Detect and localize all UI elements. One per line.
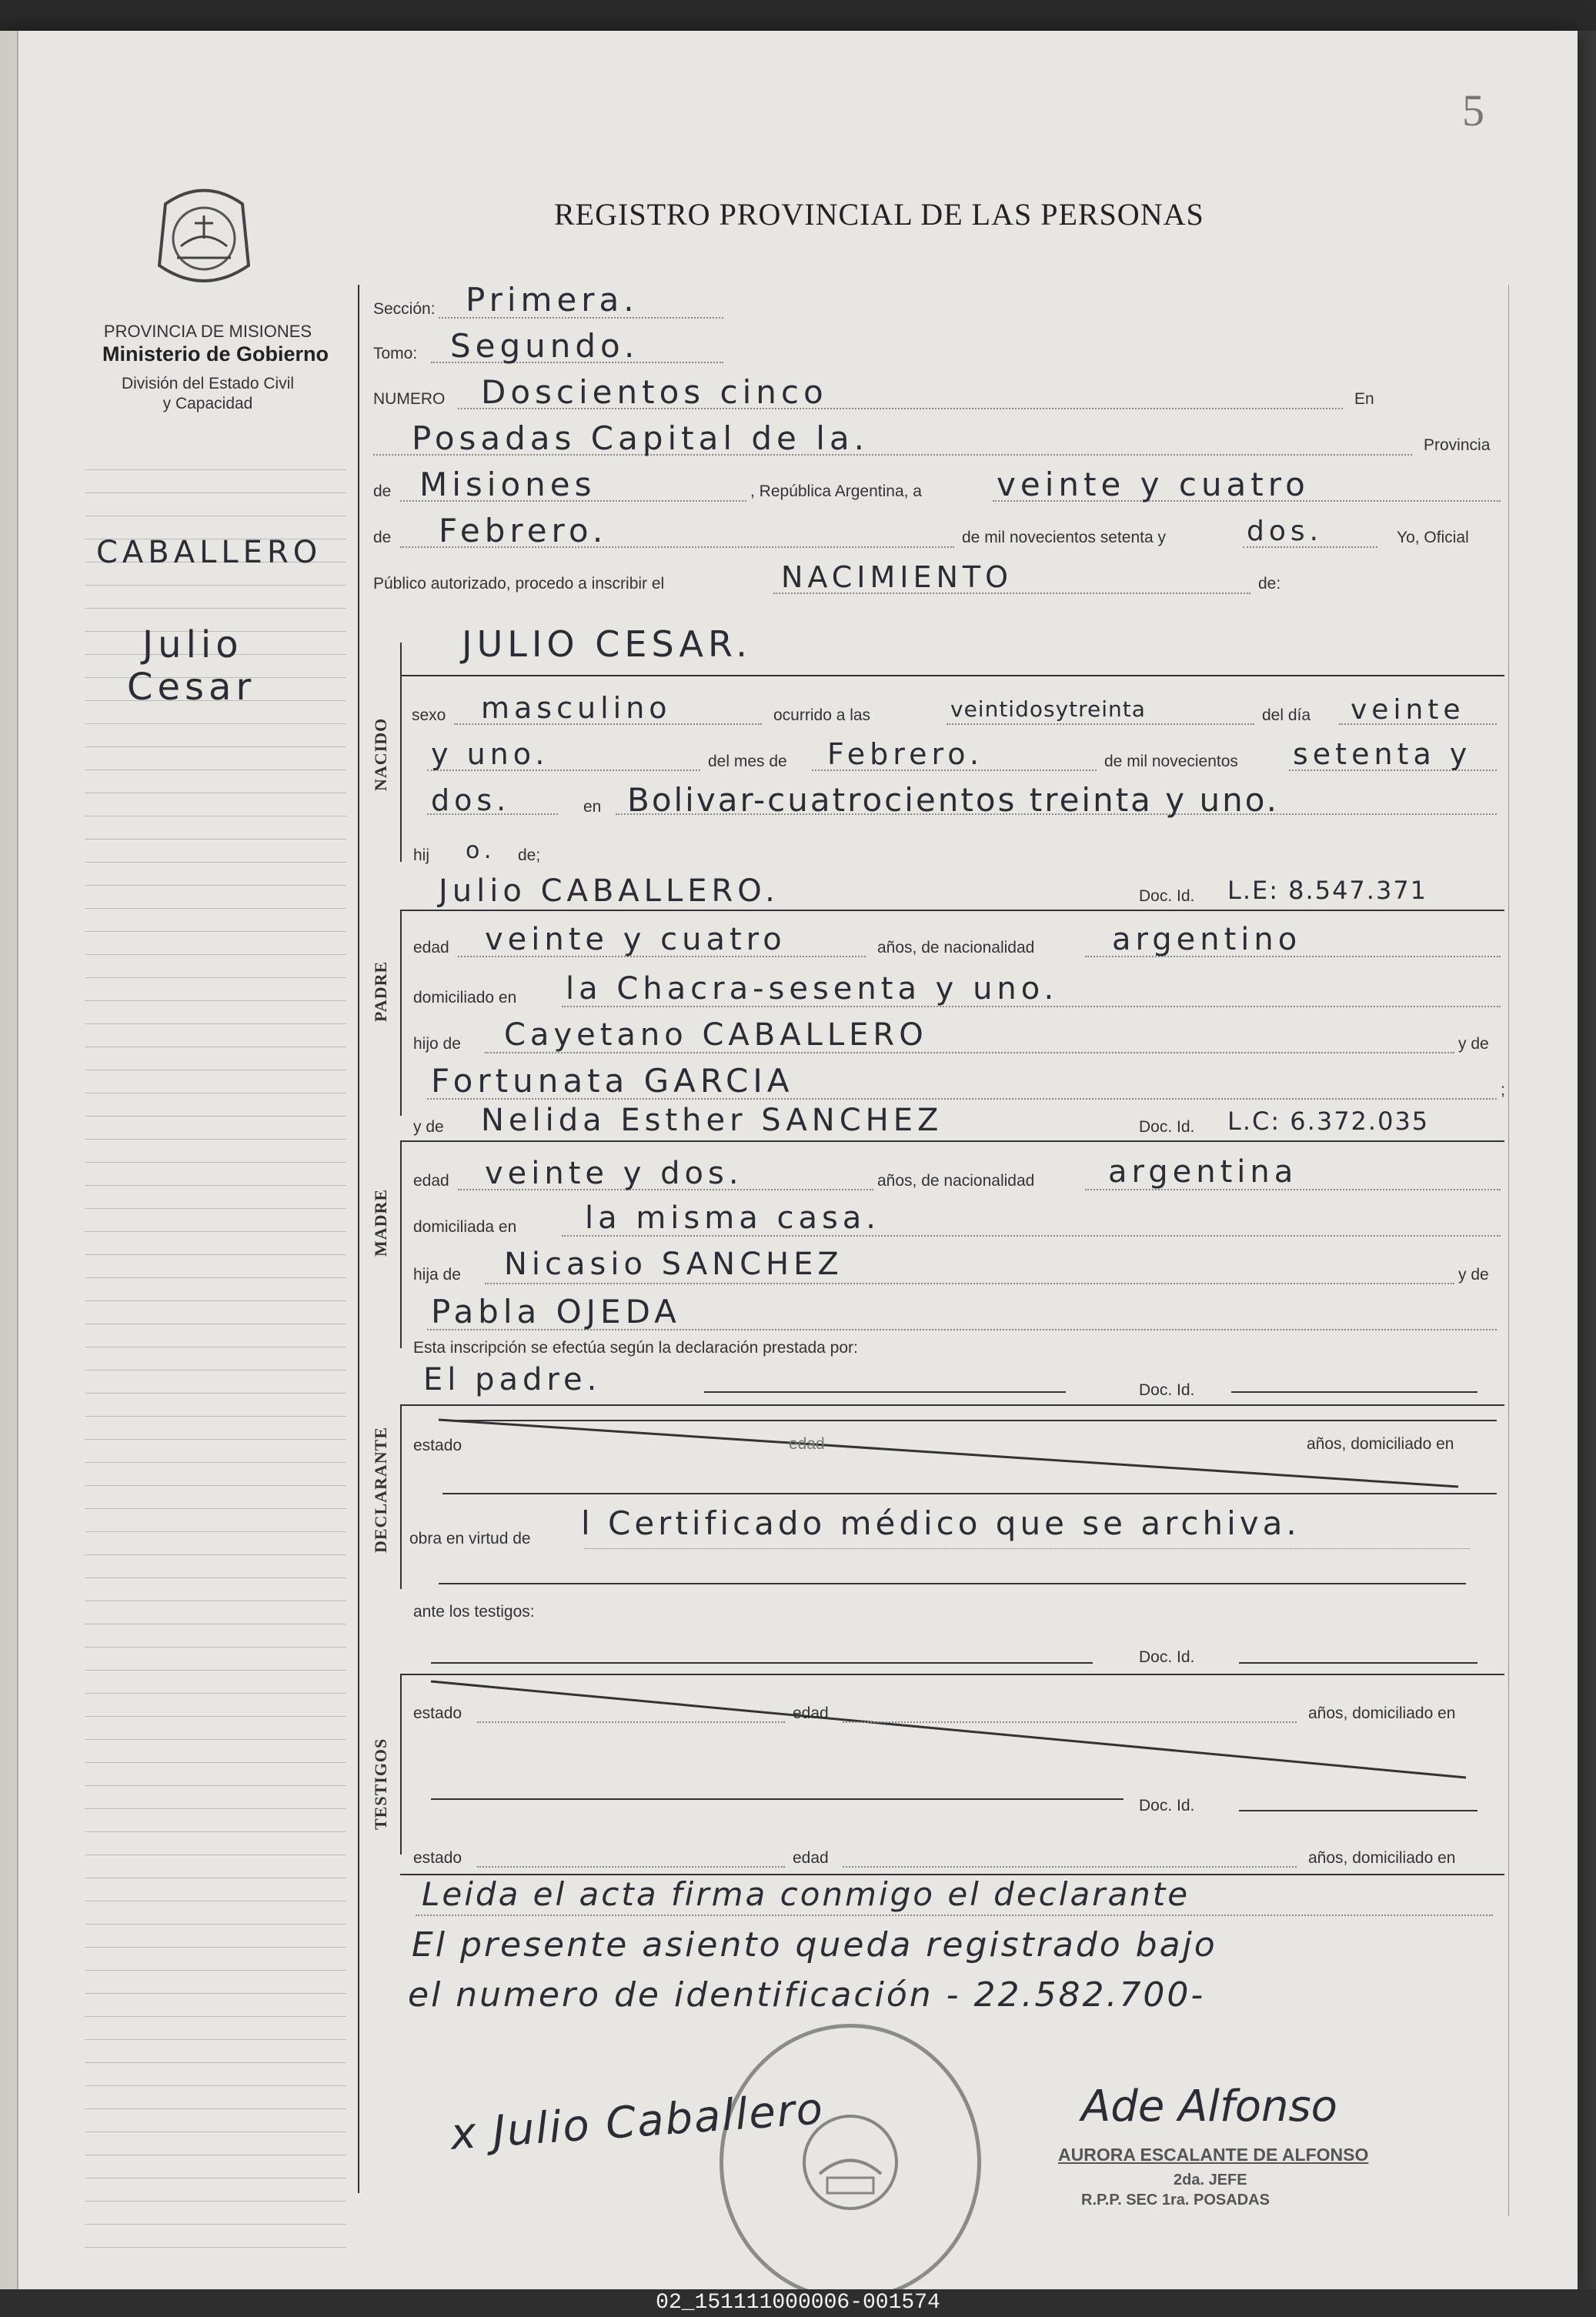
margin-rule-line bbox=[85, 1416, 346, 1417]
margin-rule-line bbox=[85, 2016, 346, 2017]
padre-hijo-label: hijo de bbox=[413, 1035, 461, 1053]
margin-rule-line bbox=[85, 1531, 346, 1532]
oficial-stamp-line3: R.P.P. SEC 1ra. POSADAS bbox=[1081, 2192, 1270, 2208]
declarante-estado-label: estado bbox=[413, 1437, 462, 1454]
margin-name1: Julio bbox=[142, 623, 243, 666]
margin-rule-line bbox=[85, 977, 346, 978]
declarante-side-label: DECLARANTE bbox=[371, 1426, 390, 1553]
republica-label: , República Argentina, a bbox=[750, 482, 922, 500]
margin-rule-line bbox=[85, 492, 346, 493]
margin-rule-line bbox=[85, 469, 346, 470]
hora-line bbox=[947, 723, 1254, 725]
padre-inner-border bbox=[400, 910, 402, 1116]
margin-rule-line bbox=[85, 839, 346, 840]
dia2-value: y uno. bbox=[431, 737, 549, 771]
margin-rule-line bbox=[85, 1485, 346, 1486]
anio-nac2-value: dos. bbox=[431, 783, 511, 817]
lugar-nac-value: Bolivar-cuatrocientos treinta y uno. bbox=[627, 781, 1279, 819]
madre-hija-line bbox=[485, 1283, 1454, 1284]
madre-y-de-label: y de bbox=[413, 1118, 444, 1136]
en-label: En bbox=[1354, 390, 1374, 408]
de-label-1: de bbox=[373, 482, 392, 500]
padre-nacionalidad-value: argentino bbox=[1112, 922, 1302, 957]
testigo2-edad-label: edad bbox=[793, 1849, 829, 1867]
provincia-value: Misiones bbox=[419, 466, 596, 503]
mes-value: Febrero. bbox=[827, 737, 983, 771]
anio-value: dos. bbox=[1247, 516, 1324, 547]
acto-value: NACIMIENTO bbox=[781, 560, 1013, 594]
margin-rule-line bbox=[85, 2201, 346, 2202]
testigo1-edad-label: edad bbox=[793, 1704, 829, 1722]
hora-value: veintidosytreinta bbox=[950, 696, 1146, 722]
numero-value: Doscientos cinco bbox=[481, 373, 828, 411]
testigos-top-line bbox=[400, 1674, 1504, 1675]
madre-madre-value: Pabla OJEDA bbox=[431, 1293, 681, 1330]
madre-nacionalidad-value: argentina bbox=[1108, 1154, 1298, 1190]
division-line2: y Capacidad bbox=[162, 395, 253, 412]
fecha-mes-value: Febrero. bbox=[439, 512, 608, 549]
padre-madre-value: Fortunata GARCIA bbox=[431, 1062, 794, 1100]
lugar-value: Posadas Capital de la. bbox=[412, 419, 869, 457]
margin-rule-line bbox=[85, 931, 346, 932]
hij-label: hij bbox=[413, 846, 430, 864]
margin-rule-line bbox=[85, 1808, 346, 1809]
margin-rule-line bbox=[85, 1670, 346, 1671]
margin-rule-line bbox=[85, 1185, 346, 1186]
testigo2-estado-label: estado bbox=[413, 1849, 462, 1867]
testigo2-name-line bbox=[431, 1798, 1124, 1800]
ocurrido-label: ocurrido a las bbox=[773, 706, 871, 724]
de-mil-label: de mil novecientos setenta y bbox=[962, 529, 1166, 546]
tomo-value: Segundo. bbox=[450, 327, 639, 365]
padre-anos-label: años, de nacionalidad bbox=[877, 939, 1035, 957]
margin-rule-line bbox=[85, 2085, 346, 2086]
margin-rule-line bbox=[85, 1439, 346, 1440]
margin-rule-line bbox=[85, 2224, 346, 2225]
margin-rule-line bbox=[85, 608, 346, 609]
madre-inner-border bbox=[400, 1140, 402, 1348]
margin-rule-line bbox=[85, 746, 346, 747]
del-mes-label: del mes de bbox=[708, 753, 787, 770]
yo-oficial-label: Yo, Oficial bbox=[1397, 529, 1469, 546]
seccion-value: Primera. bbox=[466, 281, 639, 319]
declarante-anos-label: años, domiciliado en bbox=[1307, 1435, 1454, 1453]
margin-surname: CABALLERO bbox=[96, 535, 322, 570]
margin-rule-line bbox=[85, 1554, 346, 1555]
madre-domicilio-value: la misma casa. bbox=[585, 1200, 881, 1236]
anio-nac-value: setenta y bbox=[1293, 737, 1472, 771]
de-label-3: de: bbox=[1258, 575, 1281, 593]
oficial-stamp-line1: AURORA ESCALANTE DE ALFONSO bbox=[1058, 2145, 1369, 2165]
margin-name2: Cesar bbox=[127, 666, 256, 709]
margin-rule-line bbox=[85, 1231, 346, 1232]
margin-rule-line bbox=[85, 2062, 346, 2063]
padre-y-de-label: y de bbox=[1458, 1035, 1489, 1053]
testigo2-doc-line bbox=[1239, 1810, 1477, 1811]
oficial-stamp-line2: 2da. JEFE bbox=[1174, 2172, 1247, 2188]
madre-nombre-value: Nelida Esther SANCHEZ bbox=[481, 1103, 943, 1138]
margin-rule-line bbox=[85, 1947, 346, 1948]
sexo-label: sexo bbox=[412, 706, 446, 724]
margin-rule-line bbox=[85, 1462, 346, 1463]
page-title: REGISTRO PROVINCIAL DE LAS PERSONAS bbox=[554, 197, 1204, 232]
testigo2-doc-label: Doc. Id. bbox=[1139, 1797, 1195, 1815]
margin-rule-line bbox=[85, 2247, 346, 2248]
margin-rule-line bbox=[85, 1277, 346, 1278]
de3-label: de; bbox=[518, 846, 541, 864]
seccion-label: Sección: bbox=[373, 300, 436, 318]
margin-rule-line bbox=[85, 1647, 346, 1648]
padre-top-line bbox=[400, 910, 1504, 911]
margin-rule-line bbox=[85, 885, 346, 886]
margin-rule-line bbox=[85, 1370, 346, 1371]
margin-rule-line bbox=[85, 2039, 346, 2040]
del-dia-label: del día bbox=[1262, 706, 1311, 724]
obra-label: obra en virtud de bbox=[409, 1530, 531, 1547]
declarante-strike-diagonal bbox=[439, 1416, 1462, 1493]
ante-testigos-label: ante los testigos: bbox=[413, 1603, 535, 1621]
semicolon-label: ; bbox=[1501, 1081, 1505, 1099]
binder-edge bbox=[0, 31, 18, 2289]
margin-rule-line bbox=[85, 723, 346, 724]
madre-top-line bbox=[400, 1140, 1504, 1142]
division-line1: División del Estado Civil bbox=[121, 375, 295, 392]
margin-rule-line bbox=[85, 1924, 346, 1925]
margin-rule-line bbox=[85, 1993, 346, 1994]
inscripcion-label: Esta inscripción se efectúa según la declaración prestada por: bbox=[413, 1339, 858, 1357]
margin-rule-line bbox=[85, 1970, 346, 1971]
obra-line bbox=[585, 1548, 1470, 1549]
testigo1-estado-label: estado bbox=[413, 1704, 462, 1722]
note-line-1: Leida el acta firma conmigo el declarante bbox=[422, 1875, 1190, 1913]
madre-hija-label: hija de bbox=[413, 1266, 461, 1284]
testigos-strike-diagonal bbox=[431, 1678, 1470, 1785]
margin-rule-line bbox=[85, 1300, 346, 1301]
form-left-border bbox=[358, 285, 359, 2193]
madre-y-de2-label: y de bbox=[1458, 1266, 1489, 1284]
padre-hijo-value: Cayetano CABALLERO bbox=[504, 1017, 928, 1053]
padre-domicilio-value: la Chacra-sesenta y uno. bbox=[566, 971, 1059, 1007]
margin-rule-line bbox=[85, 1162, 346, 1163]
margin-rule-line bbox=[85, 1508, 346, 1509]
declarante-inner-border bbox=[400, 1404, 402, 1589]
margin-rule-line bbox=[85, 1693, 346, 1694]
fecha-dia-value: veinte y cuatro bbox=[997, 466, 1310, 503]
margin-rule-line bbox=[85, 585, 346, 586]
registry-circular-stamp bbox=[720, 2024, 981, 2301]
testigos-inner-border bbox=[400, 1674, 402, 1855]
testigo2-edad-line bbox=[843, 1866, 1297, 1868]
publico-label: Público autorizado, procedo a inscribir el bbox=[373, 575, 665, 593]
testigo1-name-line bbox=[431, 1662, 1093, 1664]
madre-side-label: MADRE bbox=[371, 1188, 390, 1257]
margin-rule-line bbox=[85, 954, 346, 955]
declarante-signature: x Julio Caballero bbox=[449, 2084, 826, 2160]
tomo-label: Tomo: bbox=[373, 345, 418, 362]
note-line-1-rule bbox=[416, 1915, 1493, 1916]
de-label-2: de bbox=[373, 529, 392, 546]
testigo1-doc-label: Doc. Id. bbox=[1139, 1648, 1195, 1666]
declarante-line-2 bbox=[442, 1493, 1497, 1494]
de-mil2-label: de mil novecientos bbox=[1104, 753, 1238, 770]
dia-value: veinte bbox=[1351, 694, 1465, 726]
declarante-value: El padre. bbox=[423, 1362, 602, 1397]
scan-background bbox=[0, 0, 1596, 31]
hij-suffix-value: o. bbox=[466, 837, 496, 864]
oficial-signature: Ade Alfonso bbox=[1081, 2082, 1337, 2132]
madre-doc-label: Doc. Id. bbox=[1139, 1118, 1195, 1136]
margin-rule-line bbox=[85, 1762, 346, 1763]
note-line-2: El presente asiento queda registrado bajo bbox=[412, 1925, 1217, 1965]
testigo1-anos-label: años, domiciliado en bbox=[1308, 1704, 1456, 1722]
declarante-bottom-line bbox=[439, 1583, 1466, 1584]
madre-domicilio-label: domiciliada en bbox=[413, 1218, 517, 1236]
nacido-side-label: NACIDO bbox=[371, 717, 390, 791]
en2-label: en bbox=[583, 798, 602, 816]
declarante-fill-line bbox=[704, 1391, 1066, 1393]
testigo2-anos-label: años, domiciliado en bbox=[1308, 1849, 1456, 1867]
testigo1-doc-line bbox=[1239, 1662, 1477, 1664]
margin-rule-line bbox=[85, 1023, 346, 1024]
padre-edad-value: veinte y cuatro bbox=[485, 922, 786, 957]
margin-rule-line bbox=[85, 908, 346, 909]
note-line-3: el numero de identificación - 22.582.700- bbox=[408, 1975, 1206, 2015]
obra-value: l Certificado médico que se archiva. bbox=[581, 1504, 1301, 1542]
margin-rule-line bbox=[85, 1116, 346, 1117]
province-seal-icon bbox=[150, 181, 258, 296]
testigo1-edad-line bbox=[843, 1721, 1297, 1723]
padre-doc-label: Doc. Id. bbox=[1139, 887, 1195, 905]
nombre-line bbox=[400, 675, 1504, 676]
margin-rule-line bbox=[85, 1208, 346, 1209]
declarante-edad-label: edad bbox=[789, 1435, 825, 1453]
province-label: PROVINCIA DE MISIONES bbox=[103, 322, 312, 341]
margin-rule-line bbox=[85, 1716, 346, 1717]
madre-anos-label: años, de nacionalidad bbox=[877, 1172, 1035, 1190]
padre-doc-value: L.E: 8.547.371 bbox=[1227, 876, 1428, 905]
margin-rule-line bbox=[85, 1000, 346, 1001]
provincia-label: Provincia bbox=[1424, 436, 1491, 454]
testigo2-estado-line bbox=[477, 1866, 785, 1868]
document-page bbox=[0, 31, 1578, 2289]
padre-edad-label: edad bbox=[413, 939, 449, 957]
nombre-value: JULIO CESAR. bbox=[462, 623, 752, 665]
margin-rule-line bbox=[85, 1139, 346, 1140]
madre-edad-label: edad bbox=[413, 1172, 449, 1190]
declarante-top-line bbox=[400, 1404, 1504, 1406]
madre-edad-value: veinte y dos. bbox=[485, 1156, 743, 1191]
padre-domicilio-label: domiciliado en bbox=[413, 989, 517, 1007]
margin-rule-line bbox=[85, 1393, 346, 1394]
madre-doc-value: L.C: 6.372.035 bbox=[1227, 1107, 1430, 1136]
padre-nombre-value: Julio CABALLERO. bbox=[439, 873, 780, 909]
scan-footer-id: 02_151111000006-001574 bbox=[0, 2289, 1596, 2317]
margin-rule-line bbox=[85, 1831, 346, 1832]
testigos-side-label: TESTIGOS bbox=[371, 1738, 390, 1830]
form-right-border bbox=[1508, 285, 1509, 2216]
declarante-doc-label: Doc. Id. bbox=[1139, 1381, 1195, 1399]
testigo1-estado-line bbox=[477, 1721, 785, 1723]
sexo-value: masculino bbox=[481, 691, 672, 725]
margin-rule-line bbox=[85, 1785, 346, 1786]
margin-rule-line bbox=[85, 862, 346, 863]
margin-rule-line bbox=[85, 1254, 346, 1255]
numero-label: NUMERO bbox=[373, 390, 446, 408]
madre-hija-value: Nicasio SANCHEZ bbox=[504, 1247, 843, 1282]
ministry-label: Ministerio de Gobierno bbox=[102, 342, 329, 366]
margin-rule-line bbox=[85, 1577, 346, 1578]
margin-rule-line bbox=[85, 2108, 346, 2109]
padre-side-label: PADRE bbox=[371, 960, 390, 1022]
page-number: 5 bbox=[1462, 85, 1484, 135]
declarante-doc-line bbox=[1231, 1391, 1477, 1393]
margin-rule-line bbox=[85, 1739, 346, 1740]
